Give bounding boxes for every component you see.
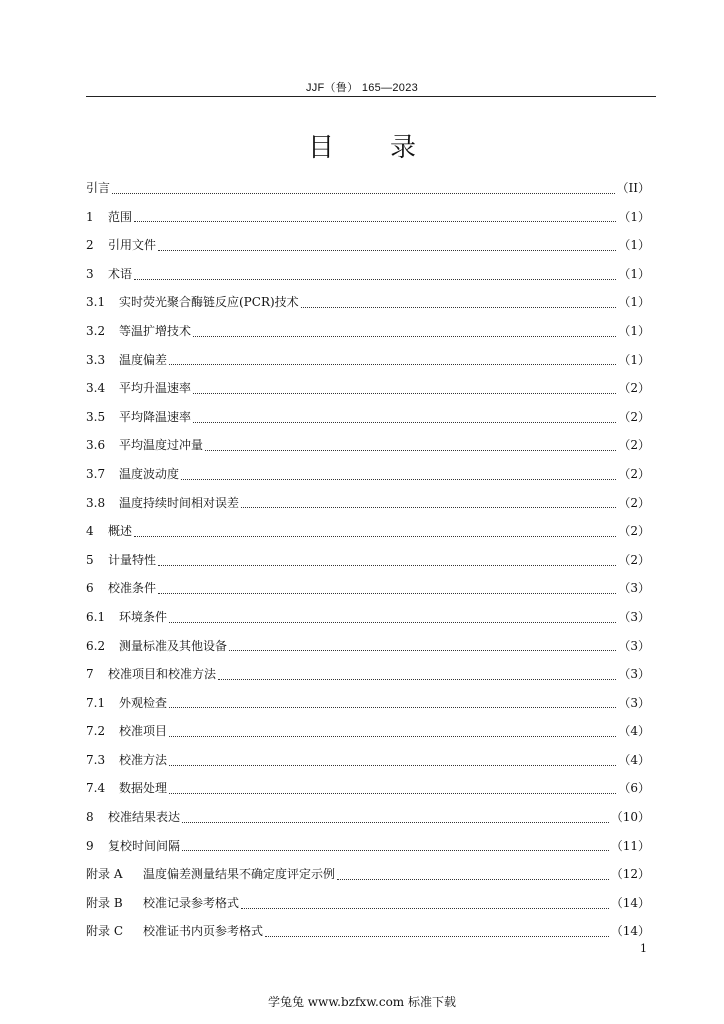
toc-entry[interactable] — [86, 746, 650, 775]
toc-entry-number: 3.2 — [86, 323, 106, 338]
toc-entry[interactable] — [86, 803, 650, 832]
toc-entry[interactable] — [86, 374, 650, 403]
toc-entry-page: （1） — [618, 323, 650, 338]
toc-leader-dots — [337, 879, 609, 880]
toc-entry-page: （2） — [618, 495, 650, 510]
toc-leader-dots — [241, 908, 609, 909]
toc-entry-title: 实时荧光聚合酶链反应(PCR)技术 — [119, 295, 299, 310]
toc-entry-number: 9 — [86, 838, 94, 853]
toc-entry-page: （1） — [618, 352, 650, 367]
toc-entry-page: （2） — [618, 381, 650, 396]
title-char-2: 录 — [390, 133, 417, 163]
toc-leader-dots — [158, 565, 616, 566]
toc-entry-number: 6 — [86, 581, 94, 596]
toc-leader-dots — [205, 450, 616, 451]
toc-entry[interactable] — [86, 203, 650, 232]
toc-entry-number: 3.7 — [86, 466, 106, 481]
toc-entry-number: 6.2 — [86, 638, 106, 653]
toc-entry-number: 附录 A — [86, 867, 123, 882]
toc-leader-dots — [218, 679, 616, 680]
toc-entry-page: （10） — [610, 810, 650, 825]
toc-entry[interactable] — [86, 632, 650, 661]
toc-entry[interactable] — [86, 660, 650, 689]
toc-entry-page: （2） — [618, 524, 650, 539]
toc-entry-title: 平均降温速率 — [119, 409, 192, 424]
toc-entry-number: 6.1 — [86, 609, 106, 624]
toc-leader-dots — [169, 793, 616, 794]
toc-entry-page: （2） — [618, 552, 650, 567]
toc-entry-page: （14） — [610, 895, 650, 910]
toc-leader-dots — [229, 650, 616, 651]
toc-leader-dots — [169, 765, 616, 766]
toc-entry[interactable] — [86, 574, 650, 603]
toc-entry-number: 8 — [86, 810, 94, 825]
toc-entry[interactable] — [86, 489, 650, 518]
toc-entry-number: 3 — [86, 266, 94, 281]
toc-entry-number: 1 — [86, 209, 94, 224]
toc-entry-number: 4 — [86, 524, 94, 539]
toc-entry-page: （14） — [610, 924, 650, 939]
toc-entry-number: 3.1 — [86, 295, 106, 310]
page-number: 1 — [640, 942, 647, 955]
toc-entry-title: 外观检查 — [119, 695, 168, 710]
toc-entry[interactable] — [86, 917, 650, 946]
toc-entry-title: 温度偏差 — [119, 352, 168, 367]
toc-leader-dots — [169, 736, 616, 737]
toc-entry-title: 校准证书内页参考格式 — [143, 924, 264, 939]
toc-leader-dots — [134, 221, 616, 222]
toc-entry-title: 范围 — [108, 209, 133, 224]
toc-entry-page: （3） — [618, 609, 650, 624]
page-title — [0, 127, 724, 164]
toc-entry-title: 校准方法 — [119, 752, 168, 767]
toc-entry-number: 7.4 — [86, 781, 106, 796]
toc-leader-dots — [158, 593, 616, 594]
toc-entry-page: （2） — [618, 466, 650, 481]
toc-entry-title: 校准项目 — [119, 724, 168, 739]
toc-entry-title: 引用文件 — [108, 238, 157, 253]
document-code-header: JJF（鲁） 165—2023 — [305, 82, 419, 94]
toc-entry[interactable] — [86, 460, 650, 489]
toc-leader-dots — [169, 622, 616, 623]
toc-entry-page: （3） — [618, 667, 650, 682]
toc-entry-page: （6） — [618, 781, 650, 796]
toc-entry-page: （3） — [618, 695, 650, 710]
toc-entry[interactable] — [86, 889, 650, 918]
toc-leader-dots — [169, 364, 616, 365]
toc-entry-page: （1） — [618, 238, 650, 253]
toc-entry[interactable] — [86, 832, 650, 861]
toc-entry-title: 校准项目和校准方法 — [108, 667, 217, 682]
toc-entry-number: 3.3 — [86, 352, 106, 367]
toc-entry[interactable] — [86, 517, 650, 546]
toc-entry[interactable] — [86, 288, 650, 317]
toc-leader-dots — [265, 936, 609, 937]
toc-entry-title: 概述 — [108, 524, 133, 539]
toc-entry-title: 温度波动度 — [119, 466, 180, 481]
toc-entry[interactable] — [86, 431, 650, 460]
toc-entry-title: 温度持续时间相对误差 — [119, 495, 240, 510]
toc-entry-title: 校准记录参考格式 — [143, 895, 240, 910]
toc-entry[interactable] — [86, 317, 650, 346]
toc-leader-dots — [182, 850, 609, 851]
toc-leader-dots — [134, 536, 616, 537]
toc-entry-page: （4） — [618, 752, 650, 767]
toc-entry-page: （II） — [616, 181, 650, 195]
toc-entry[interactable] — [86, 546, 650, 575]
toc-entry-title: 温度偏差测量结果不确定度评定示例 — [143, 867, 336, 882]
toc-entry-page: （1） — [618, 295, 650, 310]
toc-leader-dots — [158, 250, 616, 251]
toc-entry-title: 引言 — [86, 181, 111, 195]
toc-entry[interactable] — [86, 717, 650, 746]
toc-leader-dots — [182, 822, 609, 823]
toc-entry[interactable] — [86, 603, 650, 632]
toc-entry-number: 附录 C — [86, 924, 123, 939]
toc-entry-number: 7.1 — [86, 695, 106, 710]
toc-entry[interactable] — [86, 860, 650, 889]
footer-watermark: 学兔兔 www.bzfxw.com 标准下载 — [267, 995, 457, 1009]
toc-entry[interactable] — [86, 231, 650, 260]
toc-entry-title: 复校时间间隔 — [108, 838, 181, 853]
toc-leader-dots — [112, 193, 615, 194]
toc-entry-title: 校准结果表达 — [108, 810, 181, 825]
toc-entry-number: 2 — [86, 238, 94, 253]
toc-leader-dots — [169, 707, 616, 708]
toc-entry-number: 3.8 — [86, 495, 106, 510]
toc-entry[interactable] — [86, 689, 650, 718]
toc-entry-number: 5 — [86, 552, 94, 567]
toc-entry[interactable] — [86, 774, 650, 803]
table-of-contents — [86, 174, 650, 946]
toc-entry-number: 3.4 — [86, 381, 106, 396]
toc-entry-number: 3.5 — [86, 409, 106, 424]
toc-entry-title: 平均温度过冲量 — [119, 438, 204, 453]
toc-entry-page: （2） — [618, 438, 650, 453]
toc-leader-dots — [193, 422, 616, 423]
title-char-1: 目 — [307, 133, 334, 163]
toc-leader-dots — [301, 307, 617, 308]
toc-leader-dots — [241, 507, 616, 508]
header-divider — [86, 96, 656, 97]
toc-entry-number: 3.6 — [86, 438, 106, 453]
toc-entry-title: 等温扩增技术 — [119, 323, 192, 338]
toc-entry-title: 平均升温速率 — [119, 381, 192, 396]
toc-entry[interactable] — [86, 346, 650, 375]
toc-entry-title: 环境条件 — [119, 609, 168, 624]
toc-entry-number: 7.2 — [86, 724, 106, 739]
toc-entry-title: 测量标准及其他设备 — [119, 638, 228, 653]
toc-entry-page: （12） — [610, 867, 650, 882]
toc-entry-number: 附录 B — [86, 895, 123, 910]
toc-entry-number: 7.3 — [86, 752, 106, 767]
toc-entry-title: 校准条件 — [108, 581, 157, 596]
toc-leader-dots — [193, 336, 616, 337]
toc-leader-dots — [181, 479, 616, 480]
toc-entry-page: （3） — [618, 581, 650, 596]
toc-entry[interactable] — [86, 403, 650, 432]
toc-entry-page: （11） — [610, 838, 650, 853]
toc-entry-page: （1） — [618, 266, 650, 281]
toc-entry-number: 7 — [86, 667, 94, 682]
toc-leader-dots — [193, 393, 616, 394]
toc-entry-page: （4） — [618, 724, 650, 739]
toc-entry-page: （2） — [618, 409, 650, 424]
toc-entry[interactable] — [86, 260, 650, 289]
toc-entry-title: 术语 — [108, 266, 133, 281]
toc-entry-title: 计量特性 — [108, 552, 157, 567]
toc-entry-page: （3） — [618, 638, 650, 653]
toc-leader-dots — [134, 279, 616, 280]
toc-entry[interactable] — [86, 174, 650, 203]
toc-entry-page: （1） — [618, 209, 650, 224]
toc-entry-title: 数据处理 — [119, 781, 168, 796]
